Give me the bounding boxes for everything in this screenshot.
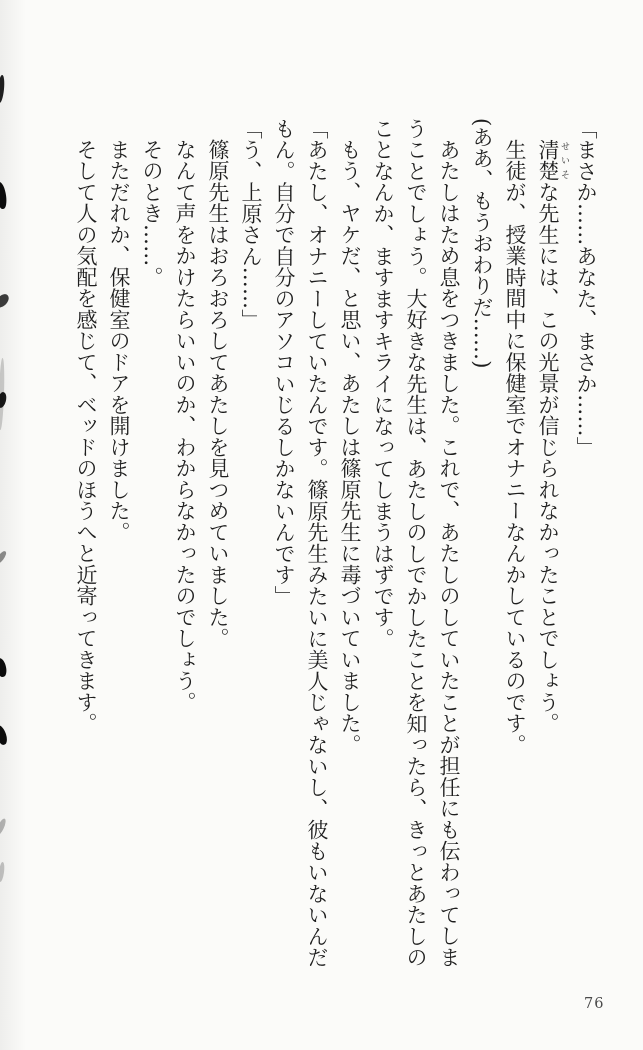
- text-column: 「あたし、オナニーしていたんです。篠原先生みたいに美人じゃないし、彼もいないんだ: [305, 118, 329, 968]
- text-column: そして人の気配を感じて、ベッドのほうへと近寄ってきます。: [74, 139, 98, 735]
- scan-artifact: [0, 391, 8, 408]
- text-column: ことなんか、ますますキライになってしまうはずです。: [371, 118, 395, 650]
- text-column: そのとき……。: [140, 139, 164, 288]
- scan-artifact: [0, 862, 5, 883]
- scan-artifact: [0, 292, 11, 310]
- furigana-ruby: 清楚 せいそ: [536, 139, 569, 182]
- text-column: もん。自分で自分のアソコいじるしかないんです」: [272, 118, 296, 607]
- text-column: なんて声をかけたらいいのか、わからなかったのでしょう。: [173, 139, 197, 713]
- scan-artifact: [0, 657, 8, 677]
- text-column: まただれか、保健室のドアを開けました。: [107, 139, 131, 543]
- text-column: あたしはため息をつきました。これで、あたしのしていたことが担任にも伝わってしま: [437, 139, 461, 968]
- text-column: 「まさか……あなた、まさか……」: [574, 118, 598, 458]
- scan-artifact: [0, 358, 5, 430]
- page-number: 76: [584, 996, 605, 1012]
- text-column: 篠原先生はおろおろしてあたしを見つめていました。: [206, 139, 230, 650]
- page-text: [69, 118, 602, 968]
- scan-artifact: [0, 724, 9, 746]
- scan-artifact: [0, 182, 8, 210]
- text-column: もう、ヤケだ、と思い、あたしは篠原先生に毒づいていました。: [338, 139, 362, 756]
- scan-artifact: [0, 550, 8, 566]
- scan-artifact: [0, 75, 5, 103]
- text-column: 「う、上原さん……」: [239, 118, 263, 331]
- scan-artifact: [0, 818, 8, 837]
- text-column: うことでしょう。大好きな先生は、あたしのしでかしたことを知ったら、きっとあたしの: [404, 118, 428, 968]
- text-column: 生徒が、授業時間中に保健室でオナニーなんかしているのです。: [503, 139, 527, 756]
- text-column: (ああ、もうおわりだ……): [470, 118, 494, 369]
- text-column: 清楚 せいそな先生には、この光景が信じられなかったことでしょう。: [536, 139, 569, 735]
